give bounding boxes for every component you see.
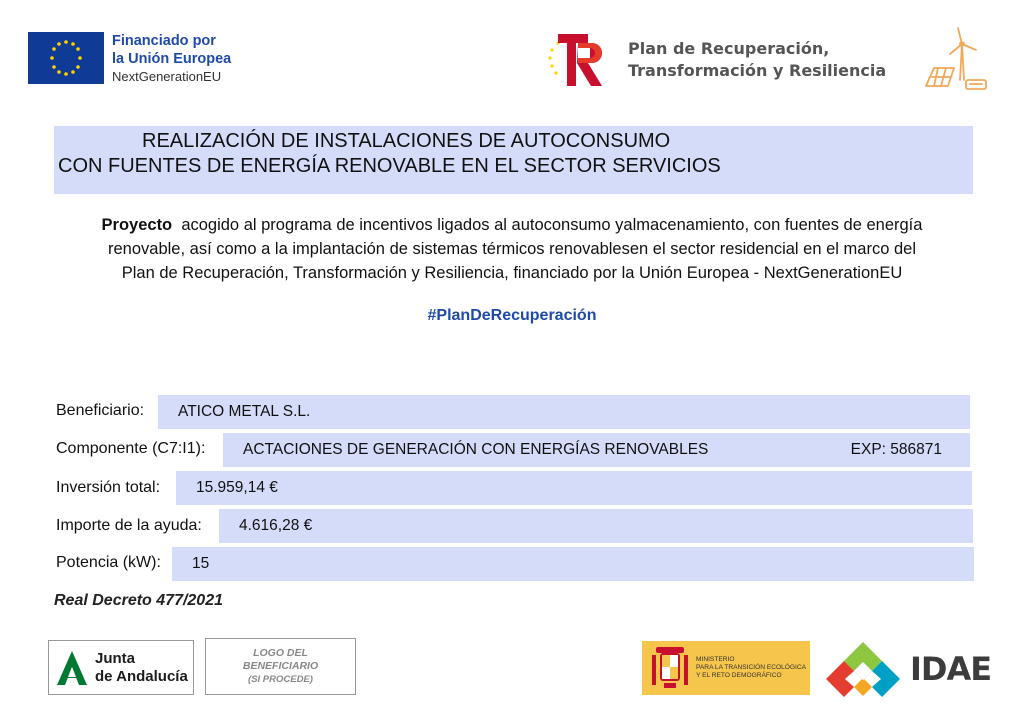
eu-funding-logo	[28, 32, 231, 86]
beneficiario-label: Beneficiario:	[56, 402, 145, 419]
potencia-label: Potencia (kW):	[56, 554, 161, 571]
project-line1: acogido al programa de incentivos ligados al autoconsumo yalmacenamiento, con fuentes de energía	[181, 216, 923, 234]
componente-value: ACTACIONES DE GENERACIÓN CON ENERGÍAS RENOVABLES	[243, 441, 709, 458]
componente-value-box	[223, 433, 970, 467]
eu-text-line3: NextGenerationEU	[112, 69, 222, 84]
junta-andalucia-icon	[55, 649, 89, 687]
logo-beneficiario-placeholder	[205, 638, 356, 695]
ministerio-logo	[642, 641, 810, 695]
beneficiario-value: ATICO METAL S.L.	[178, 403, 311, 420]
real-decreto: Real Decreto 477/2021	[54, 592, 223, 609]
title-band	[54, 126, 973, 194]
idae-logo	[824, 640, 991, 698]
project-lead: Proyecto	[101, 216, 173, 234]
logo-ben-line1: LOGO DEL	[253, 647, 308, 659]
logo-ben-line3: (SI PROCEDE)	[248, 674, 313, 685]
importe-value-box	[219, 509, 973, 543]
project-line2: renovable, así como a la implantación de sistemas térmicos renovablesen el sector residencial en el marco del	[108, 240, 916, 258]
beneficiario-value-box	[158, 395, 970, 429]
inversion-value: 15.959,14 €	[196, 479, 278, 496]
junta-line1: Junta	[95, 649, 136, 667]
prtr-text-line2: Transformación y Resiliencia	[628, 61, 887, 80]
spain-coat-of-arms-icon	[650, 645, 690, 691]
prtr-text-line1: Plan de Recuperación,	[628, 39, 830, 58]
hashtag: #PlanDeRecuperación	[427, 307, 597, 324]
project-description	[40, 213, 984, 285]
renewable-energy-icon	[920, 24, 990, 94]
ministerio-line2: PARA LA TRANSICIÓN ECOLÓGICA	[696, 664, 807, 671]
eu-text-line1: Financiado por	[112, 33, 216, 49]
idae-text: IDAE	[910, 650, 992, 688]
project-line3: Plan de Recuperación, Transformación y Resiliencia, financiado por la Unión Europea - NextGenerationEU	[121, 264, 903, 282]
title-line1: REALIZACIÓN DE INSTALACIONES DE AUTOCONSUMO	[142, 130, 671, 152]
idae-icon	[824, 640, 902, 698]
eu-flag-icon	[28, 32, 104, 84]
prtr-tr-icon	[546, 30, 612, 90]
junta-line2: de Andalucía	[95, 667, 188, 685]
logo-ben-line2: BENEFICIARIO	[242, 660, 319, 672]
potencia-value-box	[172, 547, 974, 581]
ministerio-line3: Y EL RETO DEMOGRÁFICO	[696, 672, 782, 679]
junta-andalucia-logo	[48, 640, 194, 695]
importe-value: 4.616,28 €	[239, 517, 313, 534]
expediente-number: EXP: 586871	[850, 441, 942, 458]
importe-label: Importe de la ayuda:	[56, 517, 202, 534]
ministerio-line1: MINISTERIO	[696, 656, 735, 663]
prtr-logo	[546, 30, 886, 90]
eu-text-line2: la Unión Europea	[112, 51, 232, 67]
potencia-value: 15	[192, 555, 210, 572]
componente-label: Componente (C7:I1):	[56, 440, 206, 457]
inversion-label: Inversión total:	[56, 479, 161, 496]
inversion-value-box	[176, 471, 972, 505]
title-line2: CON FUENTES DE ENERGÍA RENOVABLE EN EL SECTOR SERVICIOS	[58, 155, 721, 177]
